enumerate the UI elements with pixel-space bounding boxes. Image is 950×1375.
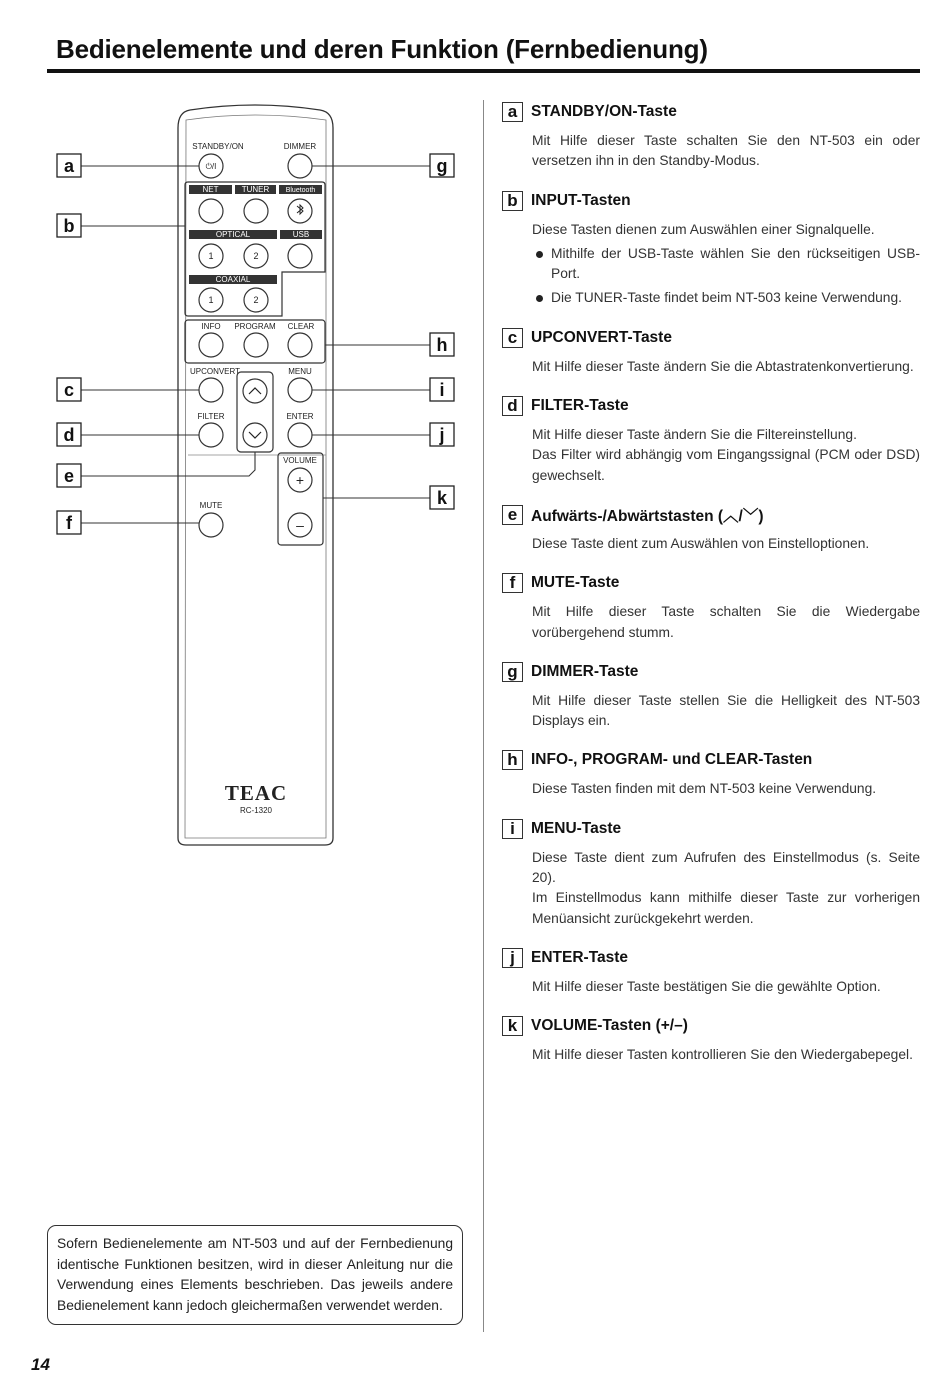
item-letter: d [502,396,523,416]
clear-button[interactable] [288,333,312,357]
net-button[interactable] [199,199,223,223]
brand-logo: TEAC [224,781,288,805]
tuner-label: TUNER [241,185,270,194]
function-item-d [502,395,920,486]
function-item-c [502,327,920,377]
item-letter: k [502,1016,523,1036]
item-text: Diese Taste dient zum Auswählen von Einstelloptionen. [532,535,870,551]
item-text: Im Einstellmodus kann mithilfe dieser Taste zur vorherigen Menüansicht zurückgekehrt werden. [532,890,920,926]
item-letter: e [502,505,523,525]
coaxial-1-label: 1 [208,295,214,305]
item-text: Mit Hilfe dieser Taste schalten Sie den NT-503 ein oder versetzen ihn in den Standby-Modus. [532,133,920,169]
mute-button[interactable] [199,513,223,537]
remote-diagram [0,95,480,875]
column-divider [483,100,484,1332]
item-title: INPUT-Tasten [531,191,631,209]
item-text: Mit Hilfe dieser Taste stellen Sie die Helligkeit des NT-503 Displays ein. [532,692,920,729]
item-text: Mit Hilfe dieser Taste ändern Sie die Filtereinstellung. [532,427,857,443]
mute-label: MUTE [199,501,223,510]
dimmer-button[interactable] [288,154,312,178]
item-title: Aufwärts-/Abwärtstasten (︿/﹀) [531,507,764,525]
function-item-i [502,818,920,929]
info-label: INFO [201,322,221,331]
dimmer-label: DIMMER [283,142,317,151]
program-button[interactable] [244,333,268,357]
optical-1-label: 1 [208,251,214,261]
item-letter: a [502,102,523,122]
item-title: UPCONVERT-Taste [531,328,672,346]
item-letter: g [502,662,523,682]
down-button[interactable] [243,423,267,447]
item-title: VOLUME-Tasten (+/–) [531,1017,688,1035]
item-title: FILTER-Taste [531,397,629,415]
minus-icon: – [296,517,304,533]
callout-g-letter: g [436,156,448,176]
net-label: NET [202,185,219,194]
up-button[interactable] [243,379,267,403]
function-item-b [502,190,920,309]
volume-label: VOLUME [283,456,317,465]
item-text: Das Filter wird abhängig vom Eingangssignal (PCM oder DSD) gewechselt. [532,447,920,483]
item-title: MENU-Taste [531,819,622,837]
bullet-item [532,244,920,285]
note-box: Sofern Bedienelemente am NT-503 und auf der Fernbedienung identische Funktionen besitzen, wird in dieser Anleitung nur die Verwendung eines Elements beschrieben. Das jeweils andere Bedienelement kann jedoch gleichermaßen verwendet werden. [47,1225,463,1325]
usb-label: USB [292,230,310,239]
callout-h-letter: h [436,335,448,355]
filter-label: FILTER [197,412,225,421]
standby-label: STANDBY/ON [192,142,244,151]
item-letter: c [502,328,523,348]
clear-label: CLEAR [287,322,315,331]
callout-e-letter: e [63,466,75,486]
item-title: STANDBY/ON-Taste [531,103,677,120]
coaxial-2-label: 2 [253,295,259,305]
item-text: Diese Taste dient zum Aufrufen des Einstellmodus (s. Seite 20). [532,849,920,886]
bullet-item [532,288,920,308]
standby-symbol: ⏻/I [205,162,217,171]
callout-c-letter: c [63,380,75,400]
callout-j-letter: j [439,425,445,445]
function-item-a [502,101,920,172]
bullet-icon [536,295,543,302]
item-title: MUTE-Taste [531,574,620,592]
bullet-text: Die TUNER-Taste findet beim NT-503 keine Verwendung. [551,290,902,306]
tuner-button[interactable] [244,199,268,223]
function-item-g [502,661,920,732]
callout-d-letter: d [63,425,75,445]
item-text: Mit Hilfe dieser Taste ändern Sie die Abtastratenkonvertierung. [532,358,914,374]
menu-button[interactable] [288,378,312,402]
item-title: ENTER-Taste [531,948,629,966]
callout-f-letter: f [66,513,72,533]
callout-a-letter: a [63,156,75,176]
callout-k-letter: k [436,488,448,508]
page-title: Bedienelemente und deren Funktion (Fernbedienung) [56,34,708,64]
info-button[interactable] [199,333,223,357]
item-title: INFO-, PROGRAM- und CLEAR-Tasten [531,751,813,769]
item-text: Diese Tasten dienen zum Auswählen einer Signalquelle. [532,221,875,237]
function-item-h [502,749,920,799]
callout-i-letter: i [439,380,445,400]
model-label: RC-1320 [239,806,273,815]
bluetooth-label: Bluetooth [285,187,316,194]
usb-button[interactable] [288,244,312,268]
item-letter: f [502,573,523,593]
plus-icon: + [295,472,305,488]
filter-button[interactable] [199,423,223,447]
item-letter: b [502,191,523,211]
page-number: 14 [31,1355,50,1374]
function-item-k [502,1015,920,1065]
item-letter: h [502,750,523,770]
enter-button[interactable] [288,423,312,447]
function-item-j [502,947,920,997]
function-item-e [502,504,920,554]
upconvert-label: UPCONVERT [189,367,241,376]
function-list [502,101,920,1084]
optical-2-label: 2 [253,251,259,261]
item-title: DIMMER-Taste [531,662,639,680]
item-text: Mit Hilfe dieser Taste bestätigen Sie die gewählte Option. [532,978,881,994]
callout-b-letter: b [63,216,75,236]
title-rule [47,69,920,73]
bullet-icon [536,251,543,258]
item-text: Mit Hilfe dieser Taste schalten Sie die Wiedergabe vorübergehend stumm. [532,604,920,640]
item-letter: i [502,819,523,839]
optical-label: OPTICAL [215,230,251,239]
coaxial-label: COAXIAL [215,275,251,284]
program-label: PROGRAM [234,322,276,331]
item-text: Diese Tasten finden mit dem NT-503 keine Verwendung. [532,781,877,797]
enter-label: ENTER [286,412,314,421]
function-item-f [502,572,920,643]
item-text: Mit Hilfe dieser Tasten kontrollieren Sie den Wiedergabepegel. [532,1047,913,1063]
upconvert-button[interactable] [199,378,223,402]
bullet-text: Mithilfe der USB-Taste wählen Sie den rückseitigen USB-Port. [551,245,920,282]
item-letter: j [502,948,523,968]
menu-label: MENU [288,367,312,376]
